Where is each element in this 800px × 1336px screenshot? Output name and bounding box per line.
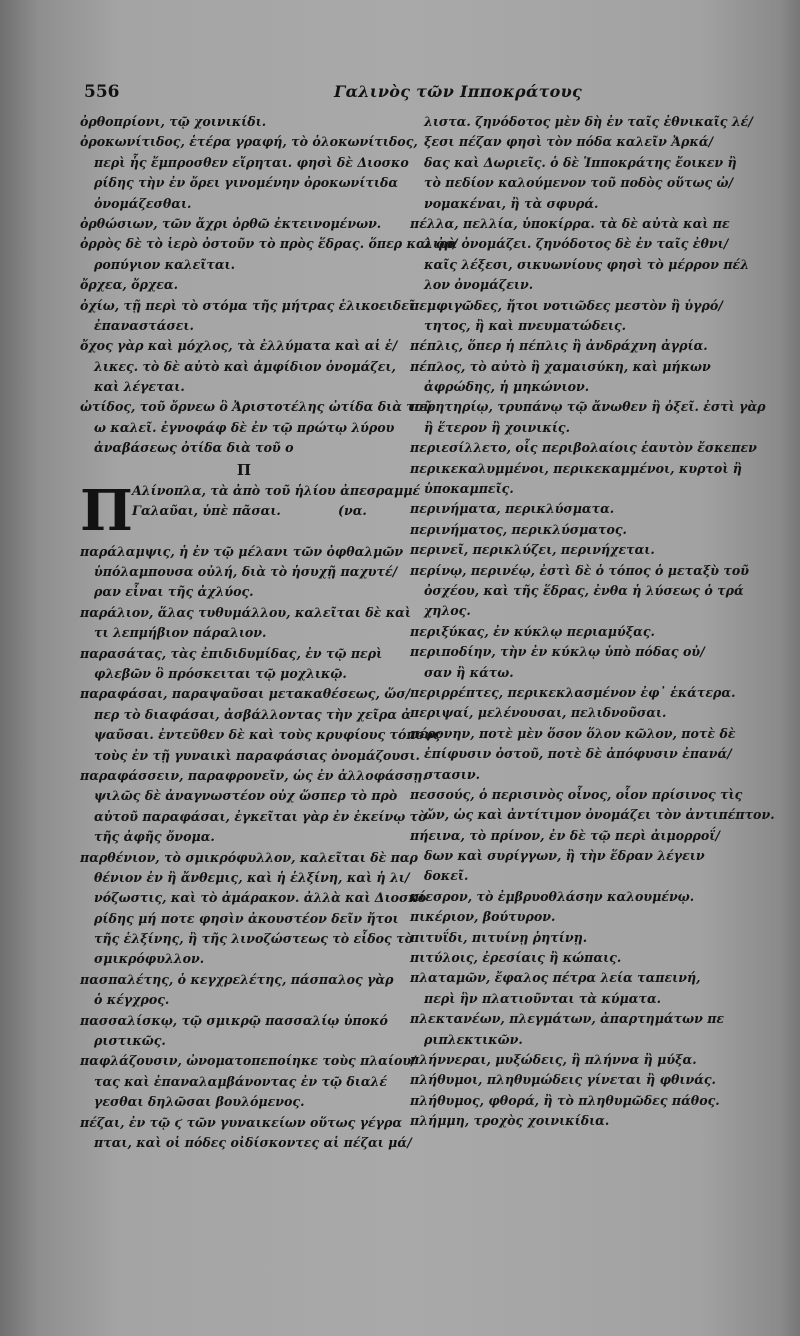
entry-line: πέρονην, ποτὲ μὲν ὅσον ὅλον κῶλον, ποτὲ δὲ bbox=[410, 725, 736, 741]
entry-line: ροπύγιον καλεῖται. bbox=[94, 256, 236, 272]
entry-line: παρασάτας, τὰς ἐπιδιδυμίδας, ἐν τῷ περὶ bbox=[80, 645, 383, 661]
entry-line: λιρὰ ὀνομάζει. ζηνόδοτος δὲ ἐν ταῖς ἐθνι/ bbox=[424, 236, 729, 252]
opening-line-1: Αλίνοπλα, τὰ ἀπὸ τοῦ ἡλίου ἀπεσραμμέ bbox=[132, 482, 421, 498]
entry-line: πικέριον, βούτυρον. bbox=[410, 909, 556, 925]
entry-line: ψιλῶς δὲ ἀναγνωστέον οὐχ ὥσπερ τὸ πρὸ bbox=[94, 788, 398, 804]
entry-line: σαν ἢ κάτω. bbox=[424, 664, 514, 680]
entry-line: τοὺς ἐν τῇ γυναικὶ παραφάσιας ὀνομάζουσι. bbox=[94, 747, 420, 763]
entry-line: πλεκτανέων, πλεγμάτων, ἀπαρτημάτων πε bbox=[410, 1011, 725, 1027]
entry-line: παφλάζουσιν, ὠνοματοπεποίηκε τοὺς πλαίου/ bbox=[80, 1053, 416, 1069]
entry-line: ὤν, ὡς καὶ ἀντίτιμον ὀνομάζει τὸν ἀντιπέπτον. bbox=[424, 807, 775, 823]
entry-line: ὑποκαμπεῖς. bbox=[424, 481, 514, 497]
entry-line: ω καλεῖ. ἐγνοφάφ δὲ ἐν τῷ πρώτῳ λύρου bbox=[94, 419, 395, 435]
entry-line: λον ὀνομάζειν. bbox=[424, 277, 534, 293]
running-head: Γαλινὸς τῶν Ιπποκράτους bbox=[334, 82, 583, 101]
entry-line: ἀναβάσεως ὀτίδα διὰ τοῦ ο bbox=[94, 440, 294, 456]
page-number: 556 bbox=[84, 82, 120, 102]
entry-line: σμικρόφυλλον. bbox=[94, 951, 205, 967]
entry-line: ρίδης μή ποτε φησὶν ἀκουστέον δεῖν ἤτοι bbox=[94, 910, 399, 926]
entry-line: καὶ λέγεται. bbox=[94, 379, 185, 395]
entry-line: περινήματος, περικλύσματος. bbox=[410, 521, 627, 537]
entry-line: πλήθυμοι, πληθυμώδεις γίνεται ἢ φθινάς. bbox=[410, 1072, 716, 1088]
entry-line: δων καὶ συρίγγων, ἢ τὴν ἕδραν λέγειν bbox=[424, 848, 705, 864]
left-entries-before-section bbox=[80, 112, 458, 459]
opening-line-2: Γαλαῦαι, ὑπὲ πᾶσαι. bbox=[132, 502, 281, 518]
entry-line: ἀφρώδης, ἡ μηκώνιον. bbox=[424, 379, 590, 395]
entry-line: περίνῳ, περινέῳ, ἐστὶ δὲ ὁ τόπος ὁ μεταξὺ τοῦ bbox=[410, 562, 750, 578]
right-entries bbox=[410, 112, 776, 1132]
entry-line: παραφάσαι, παραψαῦσαι μετακαθέσεως, ὥσ/ bbox=[80, 686, 411, 702]
entry-line: περιξύκας, ἐν κύκλῳ περιαμύξας. bbox=[410, 623, 655, 639]
entry-line: πέζαι, ἐν τῷ ϛ τῶν γυναικείων οὕτως γέγρα bbox=[80, 1114, 403, 1130]
entry-line: στασιν. bbox=[424, 766, 480, 782]
entry-line: παράλιον, ἅλας τυθυμάλλου, καλεῖται δὲ καὶ bbox=[80, 604, 411, 620]
entry-line: πεσσούς, ὁ περισινὸς οἶνος, οἷον πρίσινος τὶς bbox=[410, 786, 743, 802]
entry-line: τητος, ἢ καὶ πνευματώδεις. bbox=[424, 317, 627, 333]
entry-line: πεμφιγῶδες, ἤτοι νοτιῶδες μεστὸν ἢ ὑγρό/ bbox=[410, 297, 723, 313]
left-entries-after-section bbox=[80, 542, 441, 1154]
right-column bbox=[410, 112, 776, 1132]
entry-line: ραν εἶναι τῆς ἀχλύος. bbox=[94, 584, 254, 600]
entry-line: ὀσχέου, καὶ τῆς ἕδρας, ἐνθα ἡ λύσεως ὁ τρά bbox=[424, 582, 744, 598]
entry-line: φλεβῶν ὃ πρόσκειται τῷ μοχλικῷ. bbox=[94, 665, 347, 681]
entry-line: ὀχίω, τῇ περὶ τὸ στόμα τῆς μήτρας ἑλικοειδεῖ bbox=[80, 297, 415, 313]
entry-line: πιτυΐδι, πιτυίνῃ ῥητίνῃ. bbox=[410, 929, 588, 945]
entry-line: παράλαμψις, ἡ ἐν τῷ μέλανι τῶν ὀφθαλμῶν bbox=[80, 543, 404, 559]
entry-line: ὄρχεα, ὄρχεα. bbox=[80, 277, 178, 293]
opening-line-3: (να. bbox=[338, 502, 367, 518]
entry-line: ὀροκωνίτιδος, ἑτέρα γραφή, τὸ ὁλοκωνίτιδος, bbox=[80, 134, 418, 150]
section-letter: Π bbox=[236, 460, 252, 479]
entry-line: τας καὶ ἐπαναλαμβάνοντας ἐν τῷ διαλέ bbox=[94, 1073, 388, 1089]
entry-line: πιτύλοις, ἐρεσίαις ἢ κώπαις. bbox=[410, 950, 622, 966]
entry-line: ρίδης τὴν ἐν ὄρει γινομένην ὀροκωνίτιδα bbox=[94, 175, 399, 191]
entry-line: χηλος. bbox=[424, 603, 471, 619]
entry-line: τῆς ἑλξίνης, ἢ τῆς λινοζώστεως τὸ εἶδος τὸ bbox=[94, 931, 413, 947]
entry-line: πέπλος, τὸ αὐτὸ ἢ χαμαισύκη, καὶ μήκων bbox=[410, 358, 711, 374]
entry-line: περιποδίην, τὴν ἐν κύκλῳ ὑπὸ πόδας οὐ/ bbox=[410, 644, 705, 660]
entry-line: ριστικῶς. bbox=[94, 1033, 166, 1049]
entry-line: περ τὸ διαφάσαι, ἀσβάλλοντας τὴν χεῖρα ἀ bbox=[94, 706, 411, 722]
entry-line: περὶ ἧς ἔμπροσθεν εἴρηται. φησὶ δὲ Διοσκο bbox=[94, 154, 409, 170]
entry-line: περικεκαλυμμένοι, περικεκαμμένοι, κυρτοὶ ἢ bbox=[410, 460, 742, 476]
entry-line: περιρρέπτες, περικεκλασμένον ἐφ᾽ ἑκάτερα. bbox=[410, 684, 736, 700]
entry-line: πται, καὶ οἱ πόδες οἰδίσκοντες αἱ πέζαι μά/ bbox=[94, 1134, 412, 1150]
entry-line: πέλλα, πελλία, ὑποκίρρα. τὰ δὲ αὐτὰ καὶ πε bbox=[410, 215, 730, 231]
entry-line: ἢ ἕτερον ἢ χοινικίς. bbox=[424, 419, 570, 435]
entry-line: τῆς ἀφῆς ὄνομα. bbox=[94, 829, 215, 845]
entry-line: λιστα. ζηνόδοτος μὲν δὴ ἐν ταῖς ἐθνικαῖς λέ/ bbox=[424, 114, 753, 129]
entry-line: ξεσι πέζαν φησὶ τὸν πόδα καλεῖν Ἀρκά/ bbox=[424, 134, 714, 150]
entry-line: τι λεπμήβιον πάραλιον. bbox=[94, 625, 267, 641]
page-header bbox=[84, 82, 764, 108]
entry-line: νομακέναι, ἢ τὰ σφυρά. bbox=[424, 195, 599, 211]
entry-line: γεσθαι δηλῶσαι βουλόμενος. bbox=[94, 1094, 305, 1110]
entry-line: λικες. τὸ δὲ αὐτὸ καὶ ἀμφίδιον ὀνομάζει, bbox=[94, 358, 396, 374]
entry-line: περιψαί, μελένουσαι, πελιδνοῦσαι. bbox=[410, 705, 667, 721]
entry-line: πλήμμη, τροχὸς χοινικίδια. bbox=[410, 1113, 610, 1129]
entry-line: ὀρρὸς δὲ τὸ ἱερὸ ὀστοῦν τὸ πρὸς ἕδρας. ὅπερ καὶ ὀρ/ bbox=[80, 236, 458, 252]
entry-line: τὸ πεδίον καλούμενον τοῦ ποδὸς οὕτως ὠ/ bbox=[424, 175, 734, 191]
entry-line: ἐπαναστάσει. bbox=[94, 317, 194, 333]
entry-line: ὀρθώσιων, τῶν ἄχρι ὀρθῶ ἐκτεινομένων. bbox=[80, 215, 382, 231]
entry-line: αὐτοῦ παραφάσαι, ἐγκεῖται γὰρ ἐν ἐκείνῳ τὸ bbox=[94, 808, 427, 824]
entry-line: ὁ κέγχρος. bbox=[94, 992, 170, 1008]
entry-line: θένιον ἐν ἢ ἄνθεμις, καὶ ἡ ἑλξίνη, καὶ ἡ λι/ bbox=[94, 869, 410, 885]
entry-line: περινεῖ, περικλύζει, περινήχεται. bbox=[410, 542, 655, 558]
entry-line: πασπαλέτης, ὁ κεγχρελέτης, πάσπαλος γὰρ bbox=[80, 971, 394, 987]
entry-line: περὶ ἣν πλατιοῦνται τὰ κύματα. bbox=[424, 990, 662, 1006]
entry-line: ὀνομάζεσθαι. bbox=[94, 195, 192, 211]
entry-line: ὠτίδος, τοῦ ὄρνεω ὃ Ἀριστοτέλης ὠτίδα διὰ τοῦ bbox=[80, 399, 432, 415]
entry-line: καῖς λέξεσι, σικυωνίους φησὶ τὸ μέρρον πέλ bbox=[424, 256, 750, 272]
entry-line: πήεινα, τὸ πρίνον, ἐν δὲ τῷ περὶ ἀιμορροΐ/ bbox=[410, 827, 720, 843]
entry-line: ἐπίφυσιν ὀστοῦ, ποτὲ δὲ ἀπόφυσιν ἐπανά/ bbox=[424, 746, 732, 762]
entry-line: περινήματα, περικλύσματα. bbox=[410, 501, 615, 517]
entry-line: παραφάσσειν, παραφρονεῖν, ὡς ἐν ἀλλοφάσσῃ. bbox=[80, 767, 427, 783]
decorated-initial: Π bbox=[80, 477, 133, 544]
section-opening bbox=[80, 477, 421, 544]
entry-line: δοκεῖ. bbox=[424, 868, 469, 884]
entry-line: πίεσρον, τὸ ἐμβρυοθλάσην καλουμένῳ. bbox=[410, 888, 695, 904]
entry-line: περητηρίῳ, τρυπάνῳ τῷ ἄνωθεν ἢ ὀξεῖ. ἐστὶ γὰρ bbox=[410, 399, 766, 415]
entry-line: πλήννεραι, μυξώδεις, ἢ πλήννα ἢ μύξα. bbox=[410, 1051, 697, 1067]
entry-line: δας καὶ Δωριεῖς. ὁ δὲ Ἱπποκράτης ἔοικεν ἢ bbox=[424, 154, 737, 170]
entry-line: πασσαλίσκῳ, τῷ σμικρῷ πασσαλίῳ ὑποκό bbox=[80, 1012, 388, 1028]
entry-line: περιεσίλλετο, οἷς περιβολαίοις ἑαυτὸν ἔσκεπεν bbox=[410, 440, 757, 456]
entry-line: νόζωστις, καὶ τὸ ἀμάρακον. ἀλλὰ καὶ Διοσκο bbox=[94, 890, 427, 906]
entry-line: ὄχος γὰρ καὶ μόχλος, τὰ ἐλλύματα καὶ αἱ ἑ/ bbox=[80, 338, 398, 354]
entry-line: παρθένιον, τὸ σμικρόφυλλον, καλεῖται δὲ παρ bbox=[80, 849, 418, 865]
entry-line: ὀρθοπρίονι, τῷ χοινικίδι. bbox=[80, 114, 267, 129]
entry-line: ψαῦσαι. ἐντεῦθεν δὲ καὶ τοὺς κρυφίους τόπους bbox=[94, 727, 441, 743]
entry-line: ὑπόλαμπουσα οὐλή, διὰ τὸ ἡσυχῇ παχυτέ/ bbox=[94, 564, 398, 580]
entry-line: πέπλις, ὅπερ ἡ πέπλις ἢ ἀνδράχνη ἀγρία. bbox=[410, 338, 708, 354]
entry-line: πλαταμῶν, ἔφαλος πέτρα λεία ταπεινή, bbox=[410, 970, 701, 986]
entry-line: ριπλεκτικῶν. bbox=[424, 1031, 523, 1047]
entry-line: πλήθυμος, φθορά, ἢ τὸ πληθυμῶδες πάθος. bbox=[410, 1092, 720, 1108]
